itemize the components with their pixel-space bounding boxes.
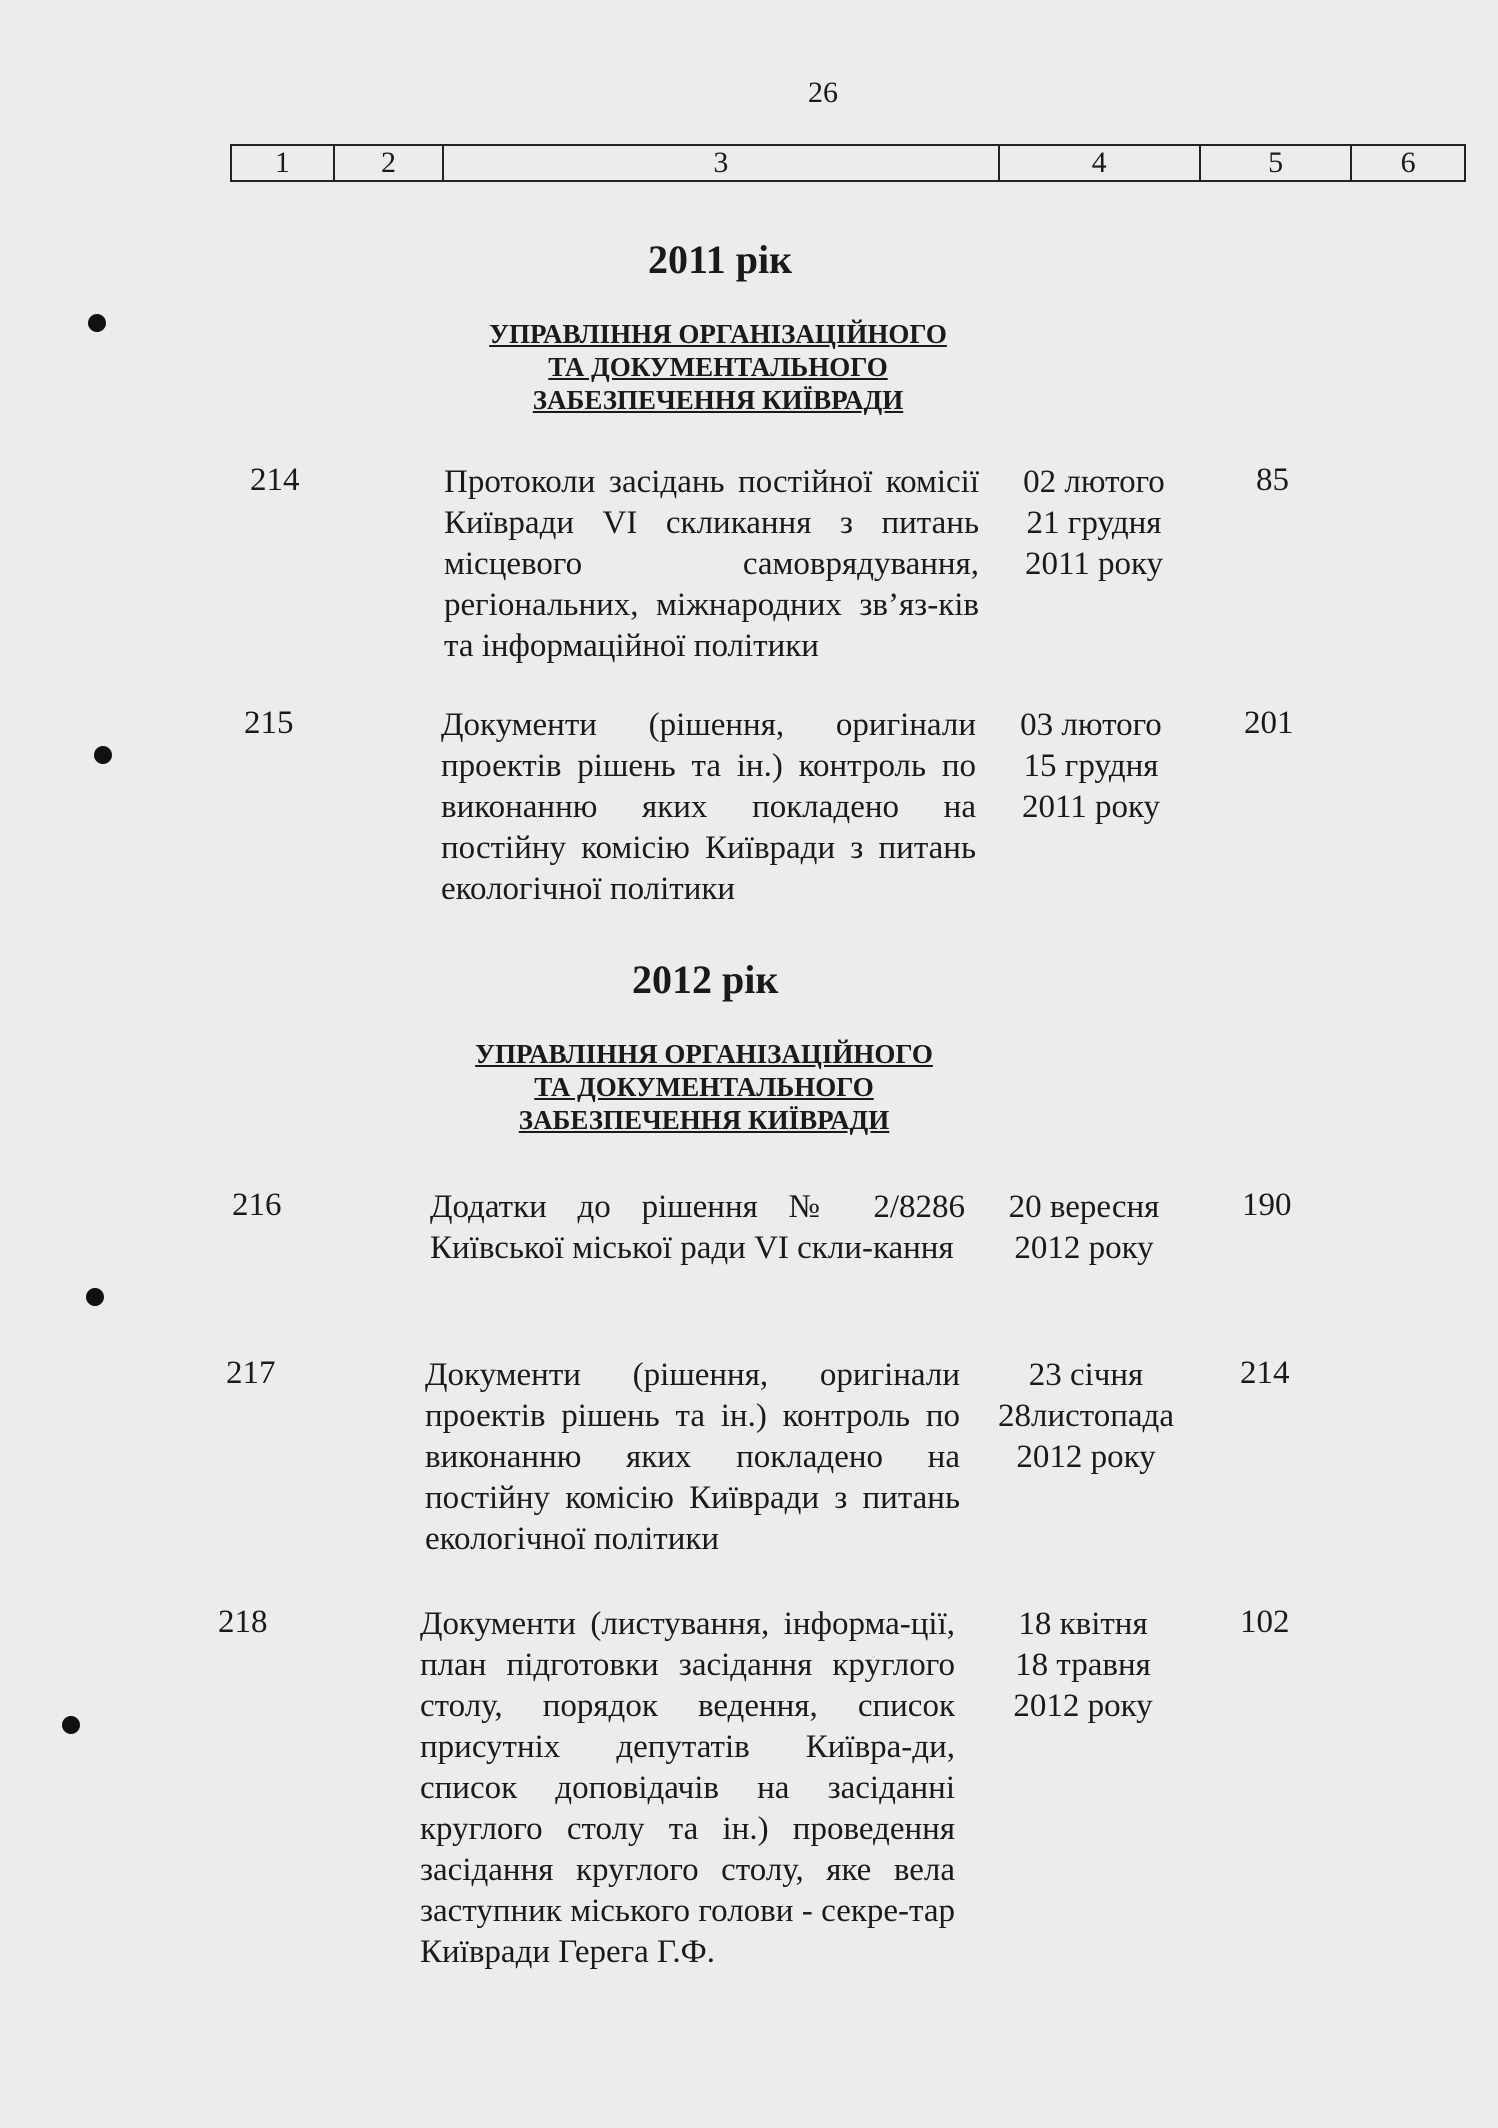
entry-description: Протоколи засідань постійної комісії Київради VI скликання з питань місцевого самоврядування, регіональних, міжнародних зв’яз-ків та інформаційної політики <box>444 464 979 664</box>
column-header-row <box>230 144 1466 182</box>
year-heading-2012: 2012 рік <box>632 957 779 1002</box>
entry-dates: 23 січня 28листопада 2012 року <box>997 1357 1174 1475</box>
punch-hole <box>88 314 106 332</box>
entry-pages: 201 <box>1244 705 1294 741</box>
entry-dates: 02 лютого 21 грудня 2011 року <box>1023 464 1165 582</box>
department-line: ТА ДОКУМЕНТАЛЬНОГО <box>534 1072 874 1102</box>
entry-description: Додатки до рішення № 2/8286 Київської міської ради VI скли-кання <box>430 1189 965 1266</box>
department-line: УПРАВЛІННЯ ОРГАНІЗАЦІЙНОГО <box>489 319 947 349</box>
entry-description: Документи (рішення, оригінали проектів рішень та ін.) контроль по виконанню яких покладено на постійну комісію Київради з питань екологічної політики <box>425 1357 960 1557</box>
entry-number: 216 <box>232 1187 282 1223</box>
department-heading-2012 <box>424 1038 984 1137</box>
year-heading-2011: 2011 рік <box>648 237 793 282</box>
column-header-4: 4 <box>1000 146 1201 180</box>
entry-pages: 102 <box>1240 1604 1290 1640</box>
entry-pages: 214 <box>1240 1355 1290 1391</box>
punch-hole <box>94 746 112 764</box>
column-header-1: 1 <box>232 146 335 180</box>
punch-hole <box>62 1716 80 1734</box>
entry-number: 214 <box>250 462 300 498</box>
entry-number: 217 <box>226 1355 276 1391</box>
department-line: ТА ДОКУМЕНТАЛЬНОГО <box>548 352 888 382</box>
column-header-2: 2 <box>335 146 445 180</box>
entry-dates: 20 вересня 2012 року <box>1008 1189 1160 1266</box>
entry-pages: 190 <box>1242 1187 1292 1223</box>
entry-pages: 85 <box>1256 462 1289 498</box>
column-header-3: 3 <box>444 146 999 180</box>
punch-hole <box>86 1288 104 1306</box>
entry-description: Документи (рішення, оригінали проектів рішень та ін.) контроль по виконанню яких покладено на постійну комісію Київради з питань екологічної політики <box>441 707 976 907</box>
department-line: УПРАВЛІННЯ ОРГАНІЗАЦІЙНОГО <box>475 1039 933 1069</box>
column-header-6: 6 <box>1400 146 1416 179</box>
column-header-5: 5 <box>1201 146 1353 180</box>
department-heading-2011 <box>438 318 998 417</box>
department-line: ЗАБЕЗПЕЧЕННЯ КИЇВРАДИ <box>518 1105 890 1135</box>
page-number: 26 <box>808 76 838 109</box>
entry-dates: 03 лютого 15 грудня 2011 року <box>1020 707 1162 825</box>
entry-dates: 18 квітня 18 травня 2012 року <box>1013 1606 1153 1724</box>
entry-number: 218 <box>218 1604 268 1640</box>
entry-description: Документи (листування, інформа-ції, план підготовки засідання круглого столу, порядок ведення, список присутніх депутатів Київра-ди, список доповідачів на засіданні круглого столу та ін.) проведення засідання круглого столу, яке вела заступник міського голови - секре-тар Київради Герега Г.Ф. <box>420 1606 955 1970</box>
entry-number: 215 <box>244 705 294 741</box>
department-line: ЗАБЕЗПЕЧЕННЯ КИЇВРАДИ <box>532 385 904 415</box>
